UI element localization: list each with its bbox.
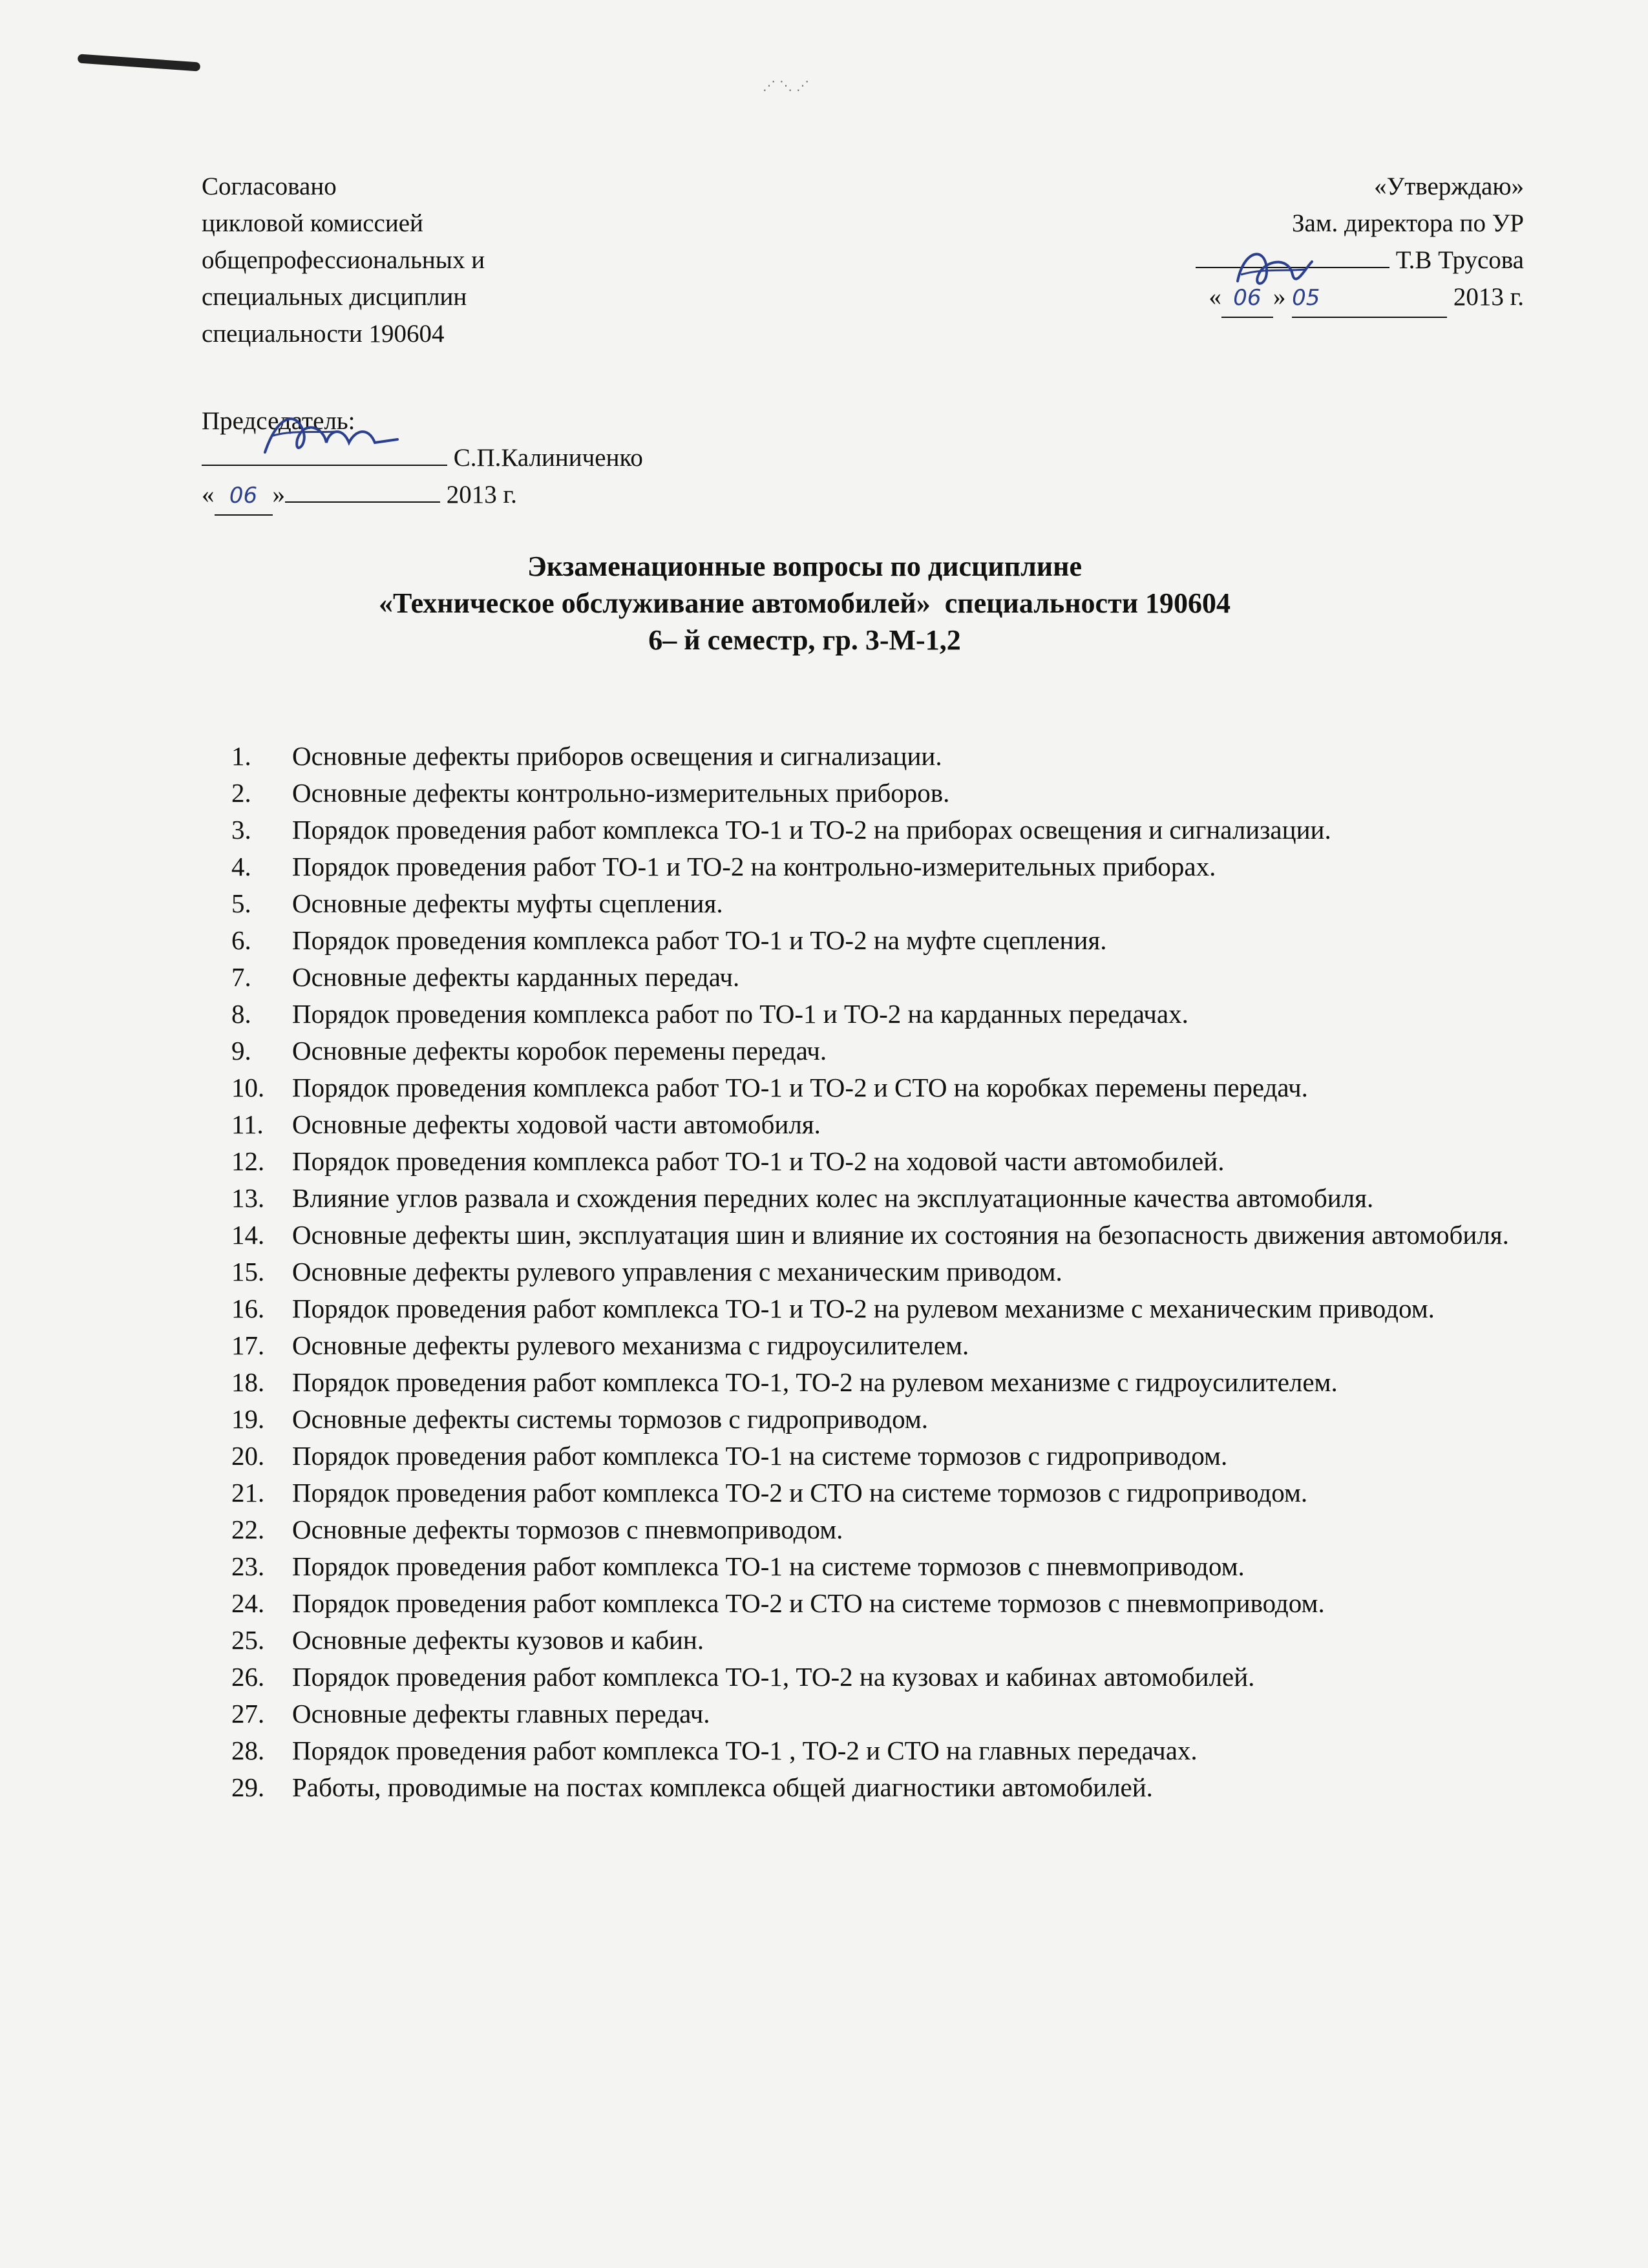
question-item [231, 1330, 1512, 1361]
document-title [194, 548, 1415, 658]
chairman-signature-line [202, 439, 643, 476]
question-text: Порядок проведения работ комплекса ТО-1 на системе тормозов с пневмоприводом. [292, 1551, 1245, 1581]
question-item [231, 888, 1512, 919]
approver-date-day: 06 [1233, 285, 1262, 311]
question-item [231, 1293, 1512, 1325]
question-text: Порядок проведения работ комплекса ТО-2 и СТО на системе тормозов с пневмоприводом. [292, 1588, 1325, 1618]
question-number: 8. [231, 999, 251, 1029]
question-item [231, 1772, 1512, 1803]
question-item [231, 1072, 1512, 1104]
title-line-2: «Техническое обслуживание автомобилей» специальности 190604 [378, 587, 1231, 619]
question-text: Порядок проведения работ ТО-1 и ТО-2 на контрольно-измерительных приборах. [292, 852, 1216, 881]
chairman-date-year: 2013 г. [446, 481, 517, 509]
question-number: 22. [231, 1515, 265, 1544]
question-number: 19. [231, 1404, 265, 1434]
question-text: Основные дефекты главных передач. [292, 1699, 710, 1728]
approval-left-line: цикловой комиссией [202, 209, 423, 237]
question-number: 2. [231, 778, 251, 808]
question-item [231, 1256, 1512, 1288]
question-item [231, 851, 1512, 883]
question-text: Порядок проведения работ комплекса ТО-1, ТО-2 на кузовах и кабинах автомобилей. [292, 1662, 1255, 1692]
chairman-label: Председатель: [202, 407, 355, 435]
question-item [231, 814, 1512, 846]
question-text: Основные дефекты приборов освещения и сигнализации. [292, 741, 942, 771]
question-text: Основные дефекты кузовов и кабин. [292, 1625, 704, 1655]
approval-left-line: специальных дисциплин [202, 283, 467, 311]
approver-date-year: 2013 г. [1453, 283, 1524, 311]
approval-right-block [1196, 168, 1524, 318]
question-text: Основные дефекты рулевого механизма с гидроусилителем. [292, 1330, 969, 1360]
title-line-3: 6– й семестр, гр. 3-М-1,2 [648, 624, 961, 656]
question-text: Порядок проведения работ комплекса ТО-2 и СТО на системе тормозов с гидроприводом. [292, 1478, 1308, 1507]
question-number: 13. [231, 1183, 265, 1213]
approval-left-line: специальности 190604 [202, 320, 445, 348]
question-number: 10. [231, 1073, 265, 1102]
question-item [231, 1624, 1512, 1656]
signature-underline [202, 465, 447, 466]
question-text: Основные дефекты ходовой части автомобиля. [292, 1109, 821, 1139]
scan-artifact [78, 54, 201, 71]
question-item [231, 925, 1512, 956]
approval-left-line: Согласовано [202, 173, 337, 200]
approver-signature-line [1196, 242, 1524, 278]
approval-left-block [202, 168, 485, 352]
question-item [231, 1661, 1512, 1693]
question-text: Работы, проводимые на постах комплекса общей диагностики автомобилей. [292, 1772, 1153, 1802]
question-number: 16. [231, 1294, 265, 1323]
question-item [231, 1588, 1512, 1619]
approver-date: « 06 » 05 2013 г. [1196, 278, 1524, 318]
question-item [231, 1440, 1512, 1472]
question-text: Порядок проведения комплекса работ ТО-1 и ТО-2 и СТО на коробках перемены передач. [292, 1073, 1308, 1102]
question-text: Основные дефекты муфты сцепления. [292, 888, 723, 918]
question-item [231, 1477, 1512, 1509]
question-text: Порядок проведения комплекса работ ТО-1 и ТО-2 на муфте сцепления. [292, 925, 1107, 955]
question-text: Порядок проведения работ комплекса ТО-1, ТО-2 на рулевом механизме с гидроусилителем. [292, 1367, 1338, 1397]
title-line-1: Экзаменационные вопросы по дисциплине [527, 551, 1083, 582]
question-number: 3. [231, 815, 251, 845]
question-number: 20. [231, 1441, 265, 1471]
question-number: 24. [231, 1588, 265, 1618]
question-number: 11. [231, 1109, 264, 1139]
question-item [231, 1146, 1512, 1177]
question-text: Порядок проведения работ комплекса ТО-1 , ТО-2 и СТО на главных передачах. [292, 1736, 1198, 1765]
scan-noise: ⋰⋱⋰ [763, 79, 813, 93]
question-text: Основные дефекты коробок перемены передач. [292, 1036, 827, 1066]
question-text: Основные дефекты контрольно-измерительных приборов. [292, 778, 950, 808]
question-number: 6. [231, 925, 251, 955]
question-number: 15. [231, 1257, 265, 1286]
question-text: Основные дефекты системы тормозов с гидроприводом. [292, 1404, 929, 1434]
question-item [231, 777, 1512, 809]
question-text: Порядок проведения работ комплекса ТО-1 и ТО-2 на рулевом механизме с механическим приводом. [292, 1294, 1435, 1323]
approver-date-month: 05 [1292, 285, 1320, 311]
question-item [231, 740, 1512, 772]
question-number: 25. [231, 1625, 265, 1655]
question-item [231, 1367, 1512, 1398]
question-item [231, 1219, 1512, 1251]
question-text: Основные дефекты тормозов с пневмоприводом. [292, 1515, 843, 1544]
question-text: Порядок проведения комплекса работ по ТО-1 и ТО-2 на карданных передачах. [292, 999, 1188, 1029]
question-item [231, 1514, 1512, 1546]
question-number: 27. [231, 1699, 265, 1728]
question-list [231, 740, 1512, 1809]
question-item [231, 1109, 1512, 1140]
chairman-date-day: 06 [229, 483, 258, 509]
question-text: Влияние углов развала и схождения передних колес на эксплуатационные качества автомобиля. [292, 1183, 1374, 1213]
question-item [231, 1182, 1512, 1214]
question-item [231, 1035, 1512, 1067]
question-item [231, 1735, 1512, 1767]
approval-title: «Утверждаю» [1374, 173, 1524, 200]
question-item [231, 1403, 1512, 1435]
question-item [231, 961, 1512, 993]
question-item [231, 998, 1512, 1030]
question-number: 28. [231, 1736, 265, 1765]
question-number: 12. [231, 1146, 265, 1176]
chairman-date: « 06 » 2013 г. [202, 476, 643, 516]
question-text: Основные дефекты карданных передач. [292, 962, 740, 992]
question-text: Основные дефекты рулевого управления с механическим приводом. [292, 1257, 1062, 1286]
question-text: Порядок проведения комплекса работ ТО-1 и ТО-2 на ходовой части автомобилей. [292, 1146, 1225, 1176]
question-number: 1. [231, 741, 251, 771]
question-number: 26. [231, 1662, 265, 1692]
question-item [231, 1551, 1512, 1582]
chairman-block [202, 403, 643, 516]
question-item [231, 1698, 1512, 1730]
question-number: 4. [231, 852, 251, 881]
chairman-name: С.П.Калиниченко [453, 444, 643, 472]
question-number: 9. [231, 1036, 251, 1066]
approver-name: Т.В Трусова [1395, 246, 1524, 274]
approval-left-line: общепрофессиональных и [202, 246, 485, 274]
question-number: 7. [231, 962, 251, 992]
signature-underline [1196, 267, 1389, 268]
question-number: 14. [231, 1220, 265, 1250]
question-number: 21. [231, 1478, 265, 1507]
question-text: Основные дефекты шин, эксплуатация шин и влияние их состояния на безопасность движения автомобиля. [292, 1220, 1509, 1250]
question-text: Порядок проведения работ комплекса ТО-1 на системе тормозов с гидроприводом. [292, 1441, 1228, 1471]
approver-position: Зам. директора по УР [1292, 209, 1524, 237]
question-number: 18. [231, 1367, 265, 1397]
question-number: 5. [231, 888, 251, 918]
question-number: 29. [231, 1772, 265, 1802]
question-number: 23. [231, 1551, 265, 1581]
question-number: 17. [231, 1330, 265, 1360]
question-text: Порядок проведения работ комплекса ТО-1 и ТО-2 на приборах освещения и сигнализации. [292, 815, 1331, 845]
